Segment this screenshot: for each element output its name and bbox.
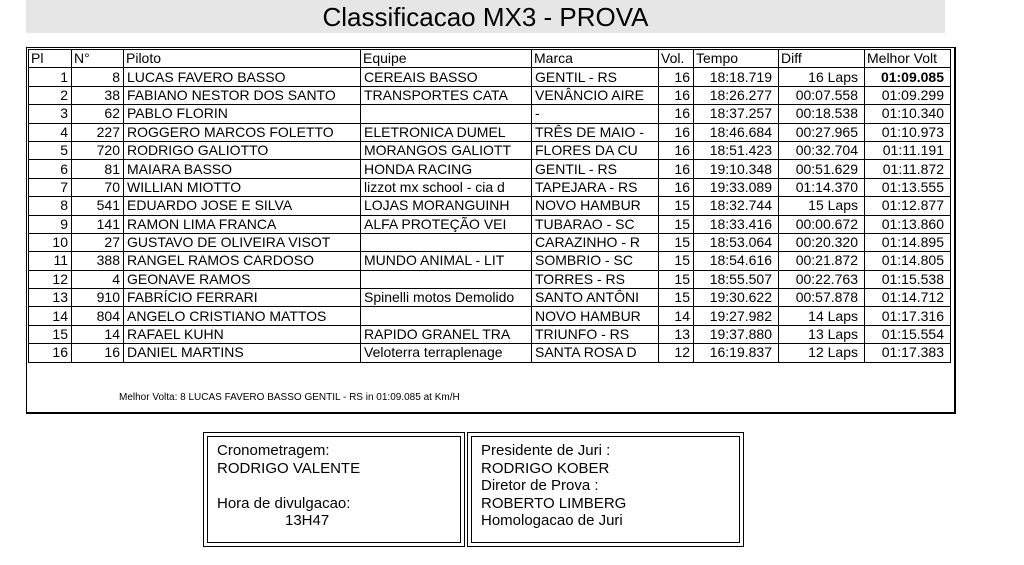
table-row: [29, 252, 951, 270]
table-row: [29, 105, 951, 123]
cell-position: 4: [29, 123, 72, 141]
cell-position: 3: [29, 105, 72, 123]
cell-number: 27: [72, 233, 124, 251]
cell-number: 62: [72, 105, 124, 123]
cell-brand: TAPEJARA - RS: [532, 178, 659, 196]
cell-number: 141: [72, 215, 124, 233]
cell-laps: 16: [659, 178, 694, 196]
cell-rider: PABLO FLORIN: [124, 105, 361, 123]
cell-team: ELETRONICA DUMEL: [361, 123, 532, 141]
table-row: [29, 344, 951, 362]
cell-rider: GEONAVE RAMOS: [124, 270, 361, 288]
cell-rider: MAIARA BASSO: [124, 160, 361, 178]
cell-diff: 00:20.320: [779, 233, 865, 251]
cell-best-lap: 01:12.877: [865, 197, 951, 215]
table-row: [29, 197, 951, 215]
cell-rider: EDUARDO JOSE E SILVA: [124, 197, 361, 215]
cell-brand: CARAZINHO - R: [532, 233, 659, 251]
cell-laps: 13: [659, 325, 694, 343]
cell-number: 4: [72, 270, 124, 288]
cell-number: 804: [72, 307, 124, 325]
cell-best-lap: 01:10.973: [865, 123, 951, 141]
cell-brand: GENTIL - RS: [532, 68, 659, 86]
cell-diff: 15 Laps: [779, 197, 865, 215]
cell-number: 8: [72, 68, 124, 86]
table-row: [29, 307, 951, 325]
cell-time: 18:46.684: [694, 123, 779, 141]
cell-diff: 14 Laps: [779, 307, 865, 325]
cell-best-lap: 01:14.805: [865, 252, 951, 270]
cell-rider: RAFAEL KUHN: [124, 325, 361, 343]
cell-brand: SANTA ROSA D: [532, 344, 659, 362]
cell-diff: 00:21.872: [779, 252, 865, 270]
cell-time: 18:37.257: [694, 105, 779, 123]
col-header-diff: Diff: [779, 50, 865, 68]
col-header-number: N°: [72, 50, 124, 68]
cell-team: ALFA PROTEÇÃO VEI: [361, 215, 532, 233]
cell-position: 15: [29, 325, 72, 343]
cell-diff: 00:57.878: [779, 289, 865, 307]
cell-position: 9: [29, 215, 72, 233]
cell-team: Spinelli motos Demolido: [361, 289, 532, 307]
cell-laps: 16: [659, 123, 694, 141]
director-name: ROBERTO LIMBERG: [481, 494, 627, 512]
cell-rider: RODRIGO GALIOTTO: [124, 141, 361, 159]
col-header-time: Tempo: [694, 50, 779, 68]
release-label: Hora de divulgacao:: [217, 494, 351, 512]
cell-time: 18:54.616: [694, 252, 779, 270]
cell-rider: RANGEL RAMOS CARDOSO: [124, 252, 361, 270]
cell-time: 19:27.982: [694, 307, 779, 325]
cell-rider: ROGGERO MARCOS FOLETTO: [124, 123, 361, 141]
table-row: [29, 270, 951, 288]
cell-position: 8: [29, 197, 72, 215]
cell-best-lap: 01:13.860: [865, 215, 951, 233]
cell-position: 10: [29, 233, 72, 251]
table-row: [29, 215, 951, 233]
cell-rider: DANIEL MARTINS: [124, 344, 361, 362]
cell-number: 910: [72, 289, 124, 307]
cell-laps: 15: [659, 289, 694, 307]
cell-position: 6: [29, 160, 72, 178]
release-time: 13H47: [285, 512, 330, 529]
cell-team: HONDA RACING: [361, 160, 532, 178]
cell-time: 18:51.423: [694, 141, 779, 159]
cell-rider: ANGELO CRISTIANO MATTOS: [124, 307, 361, 325]
cell-brand: TUBARAO - SC: [532, 215, 659, 233]
results-table: [28, 49, 951, 363]
cell-position: 1: [29, 68, 72, 86]
cell-laps: 15: [659, 252, 694, 270]
cell-number: 227: [72, 123, 124, 141]
cell-time: 18:55.507: [694, 270, 779, 288]
cell-time: 18:26.277: [694, 86, 779, 104]
cell-rider: FABRÍCIO FERRARI: [124, 289, 361, 307]
col-header-brand: Marca: [532, 50, 659, 68]
timing-box: [203, 432, 465, 547]
cell-diff: 00:51.629: [779, 160, 865, 178]
col-header-laps: Vol.: [659, 50, 694, 68]
cell-diff: 00:18.538: [779, 105, 865, 123]
cell-team: [361, 307, 532, 325]
table-row: [29, 160, 951, 178]
cell-brand: NOVO HAMBUR: [532, 307, 659, 325]
cell-time: 19:37.880: [694, 325, 779, 343]
cell-laps: 15: [659, 197, 694, 215]
cell-time: 18:18.719: [694, 68, 779, 86]
page-title: Classificacao MX3 - PROVA: [26, 0, 945, 33]
cell-team: CEREAIS BASSO: [361, 68, 532, 86]
cell-laps: 15: [659, 215, 694, 233]
cell-position: 14: [29, 307, 72, 325]
cell-laps: 16: [659, 160, 694, 178]
cell-brand: -: [532, 105, 659, 123]
table-row: [29, 233, 951, 251]
cell-diff: 12 Laps: [779, 344, 865, 362]
cell-brand: TRÊS DE MAIO -: [532, 123, 659, 141]
cell-time: 16:19.837: [694, 344, 779, 362]
cell-number: 720: [72, 141, 124, 159]
cell-diff: 00:22.763: [779, 270, 865, 288]
col-header-rider: Piloto: [124, 50, 361, 68]
cell-laps: 12: [659, 344, 694, 362]
cell-brand: TRIUNFO - RS: [532, 325, 659, 343]
cell-time: 19:10.348: [694, 160, 779, 178]
cell-team: MORANGOS GALIOTT: [361, 141, 532, 159]
cell-time: 19:33.089: [694, 178, 779, 196]
cell-rider: WILLIAN MIOTTO: [124, 178, 361, 196]
cell-team: lizzot mx school - cia d: [361, 178, 532, 196]
cell-brand: SANTO ANTÔNI: [532, 289, 659, 307]
cell-brand: FLORES DA CU: [532, 141, 659, 159]
cell-time: 18:53.064: [694, 233, 779, 251]
cell-diff: 01:14.370: [779, 178, 865, 196]
cell-diff: 00:32.704: [779, 141, 865, 159]
cell-laps: 14: [659, 307, 694, 325]
cell-number: 388: [72, 252, 124, 270]
cell-brand: VENÂNCIO AIRE: [532, 86, 659, 104]
cell-team: [361, 105, 532, 123]
cell-position: 12: [29, 270, 72, 288]
table-row: [29, 141, 951, 159]
cell-team: [361, 233, 532, 251]
table-row: [29, 289, 951, 307]
cell-diff: 13 Laps: [779, 325, 865, 343]
cell-team: RAPIDO GRANEL TRA: [361, 325, 532, 343]
president-label: Presidente de Juri :: [481, 442, 611, 459]
cell-position: 16: [29, 344, 72, 362]
table-row: [29, 178, 951, 196]
table-row: [29, 123, 951, 141]
cell-position: 11: [29, 252, 72, 270]
cell-brand: GENTIL - RS: [532, 160, 659, 178]
director-label: Diretor de Prova :: [481, 477, 599, 494]
timing-name: RODRIGO VALENTE: [217, 459, 361, 477]
cell-team: [361, 270, 532, 288]
cell-number: 38: [72, 86, 124, 104]
table-header-row: [29, 50, 951, 68]
cell-best-lap: 01:15.538: [865, 270, 951, 288]
cell-rider: FABIANO NESTOR DOS SANTO: [124, 86, 361, 104]
table-row: [29, 325, 951, 343]
cell-best-lap: 01:13.555: [865, 178, 951, 196]
cell-diff: 16 Laps: [779, 68, 865, 86]
cell-diff: 00:00.672: [779, 215, 865, 233]
cell-number: 541: [72, 197, 124, 215]
cell-team: TRANSPORTES CATA: [361, 86, 532, 104]
cell-best-lap: 01:15.554: [865, 325, 951, 343]
cell-best-lap: 01:10.340: [865, 105, 951, 123]
cell-number: 14: [72, 325, 124, 343]
cell-position: 13: [29, 289, 72, 307]
cell-team: MUNDO ANIMAL - LIT: [361, 252, 532, 270]
timing-label: Cronometragem:: [217, 442, 330, 459]
cell-rider: LUCAS FAVERO BASSO: [124, 68, 361, 86]
cell-rider: GUSTAVO DE OLIVEIRA VISOT: [124, 233, 361, 251]
cell-diff: 00:07.558: [779, 86, 865, 104]
jury-box: [467, 432, 744, 547]
cell-rider: RAMON LIMA FRANCA: [124, 215, 361, 233]
col-header-position: Pl: [29, 50, 72, 68]
cell-best-lap: 01:11.872: [865, 160, 951, 178]
cell-best-lap: 01:11.191: [865, 141, 951, 159]
cell-laps: 16: [659, 68, 694, 86]
cell-best-lap: 01:17.383: [865, 344, 951, 362]
cell-number: 81: [72, 160, 124, 178]
cell-brand: SOMBRIO - SC: [532, 252, 659, 270]
cell-time: 18:32.744: [694, 197, 779, 215]
cell-number: 70: [72, 178, 124, 196]
president-name: RODRIGO KOBER: [481, 459, 610, 477]
cell-laps: 15: [659, 270, 694, 288]
cell-position: 2: [29, 86, 72, 104]
cell-position: 7: [29, 178, 72, 196]
best-lap-note: Melhor Volta: 8 LUCAS FAVERO BASSO GENTIL - RS in 01:09.085 at Km/H: [119, 392, 460, 403]
cell-best-lap: 01:14.712: [865, 289, 951, 307]
cell-best-lap: 01:17.316: [865, 307, 951, 325]
cell-number: 16: [72, 344, 124, 362]
cell-laps: 16: [659, 105, 694, 123]
cell-laps: 16: [659, 141, 694, 159]
table-row: [29, 86, 951, 104]
homologation-label: Homologacao de Juri: [481, 512, 623, 529]
cell-brand: TORRES - RS: [532, 270, 659, 288]
cell-time: 18:33.416: [694, 215, 779, 233]
cell-diff: 00:27.965: [779, 123, 865, 141]
cell-position: 5: [29, 141, 72, 159]
cell-team: Veloterra terraplenage: [361, 344, 532, 362]
cell-team: LOJAS MORANGUINH: [361, 197, 532, 215]
cell-best-lap: 01:14.895: [865, 233, 951, 251]
cell-best-lap: 01:09.085: [865, 68, 951, 86]
col-header-team: Equipe: [361, 50, 532, 68]
cell-time: 19:30.622: [694, 289, 779, 307]
cell-laps: 15: [659, 233, 694, 251]
cell-laps: 16: [659, 86, 694, 104]
cell-best-lap: 01:09.299: [865, 86, 951, 104]
col-header-best-lap: Melhor Volt: [865, 50, 951, 68]
table-row: [29, 68, 951, 86]
cell-brand: NOVO HAMBUR: [532, 197, 659, 215]
